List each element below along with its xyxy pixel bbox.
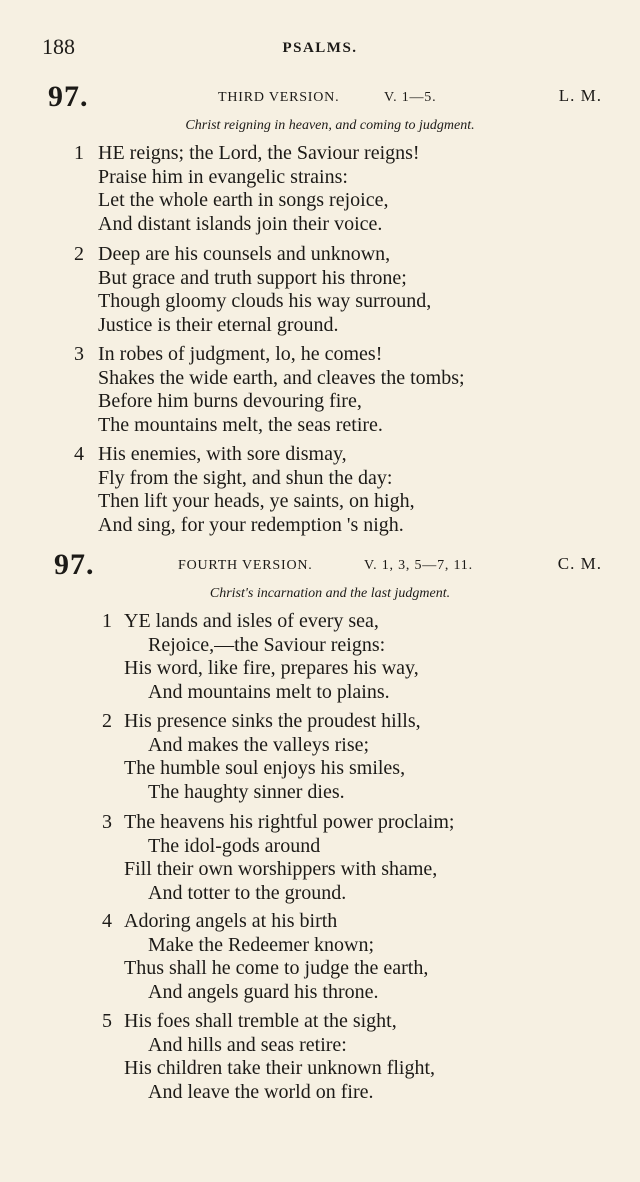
verse-line: And distant islands join their voice. [98, 212, 383, 235]
verse-line: But grace and truth support his throne; [98, 266, 407, 289]
hymn-heading [54, 548, 602, 584]
verse-line: The heavens his rightful power proclaim; [124, 811, 455, 833]
stanza-number: 4 [102, 910, 112, 932]
verse-line: His enemies, with sore dismay, [98, 443, 347, 465]
verse-line: Shakes the wide earth, and cleaves the tombs; [98, 366, 465, 389]
hymn-number: 97. [54, 548, 95, 581]
stanza-number: 3 [74, 343, 84, 365]
verse-line: The mountains melt, the seas retire. [98, 413, 383, 436]
page-number: 188 [42, 34, 75, 59]
verse-line: Rejoice,—the Saviour reigns: [148, 633, 386, 656]
hymn-argument: Christ's incarnation and the last judgment. [209, 586, 451, 601]
verse-line: In robes of judgment, lo, he comes! [98, 343, 383, 365]
verse-line: Justice is their eternal ground. [98, 313, 339, 336]
verse-line: His word, like fire, prepares his way, [124, 657, 419, 679]
verse-line: The idol-gods around [148, 834, 321, 857]
running-head [42, 34, 598, 62]
meter: L. M. [558, 86, 602, 105]
stanza-number: 1 [74, 142, 84, 164]
stanza-number: 5 [102, 1010, 112, 1032]
verse-range: V. 1, 3, 5—7, 11. [364, 558, 473, 573]
verse-line: Thus shall he come to judge the earth, [124, 957, 429, 979]
stanza-number: 2 [74, 243, 84, 265]
verse-range: V. 1—5. [384, 90, 437, 105]
stanza-number: 3 [102, 811, 112, 833]
hymn-heading [48, 80, 602, 116]
meter: C. M. [557, 554, 602, 573]
verse-line: YE lands and isles of every sea, [124, 610, 379, 632]
running-title: PSALMS. [282, 40, 358, 56]
verse-line: Before him burns devouring fire, [98, 390, 362, 412]
verse-line: Make the Redeemer known; [148, 933, 375, 956]
hymn-number: 97. [48, 80, 89, 113]
verse-line: Fill their own worshippers with shame, [124, 858, 438, 880]
verse-line: Fly from the sight, and shun the day: [98, 466, 393, 489]
verse-line: Then lift your heads, ye saints, on high, [98, 490, 415, 512]
verse-line: HE reigns; the Lord, the Saviour reigns! [98, 142, 420, 164]
version-label: FOURTH VERSION. [178, 558, 313, 573]
version-label: THIRD VERSION. [218, 90, 340, 105]
verse-line: His presence sinks the proudest hills, [124, 710, 421, 732]
verse-line: Though gloomy clouds his way surround, [98, 290, 432, 312]
verse-line: And mountains melt to plains. [148, 680, 390, 703]
stanza-number: 4 [74, 443, 84, 465]
verse-line: And hills and seas retire: [148, 1033, 347, 1056]
verse-line: His foes shall tremble at the sight, [124, 1010, 397, 1032]
verse-line: And angels guard his throne. [148, 980, 379, 1003]
stanza-number: 1 [102, 610, 112, 632]
verse-line: And totter to the ground. [148, 881, 347, 904]
verse-line: And makes the valleys rise; [148, 733, 370, 756]
verse-line: The haughty sinner dies. [148, 780, 345, 803]
verse-line: His children take their unknown flight, [124, 1057, 436, 1079]
verse-line: And leave the world on fire. [148, 1080, 374, 1103]
verse-line: The humble soul enjoys his smiles, [124, 757, 406, 779]
verse-line: Adoring angels at his birth [124, 910, 338, 932]
verse-line: Let the whole earth in songs rejoice, [98, 189, 389, 211]
verse-line: And sing, for your redemption 's nigh. [98, 513, 404, 536]
verse-line: Praise him in evangelic strains: [98, 165, 348, 188]
hymn-argument: Christ reigning in heaven, and coming to judgment. [185, 118, 475, 133]
verse-line: Deep are his counsels and unknown, [98, 243, 391, 265]
stanza-number: 2 [102, 710, 112, 732]
